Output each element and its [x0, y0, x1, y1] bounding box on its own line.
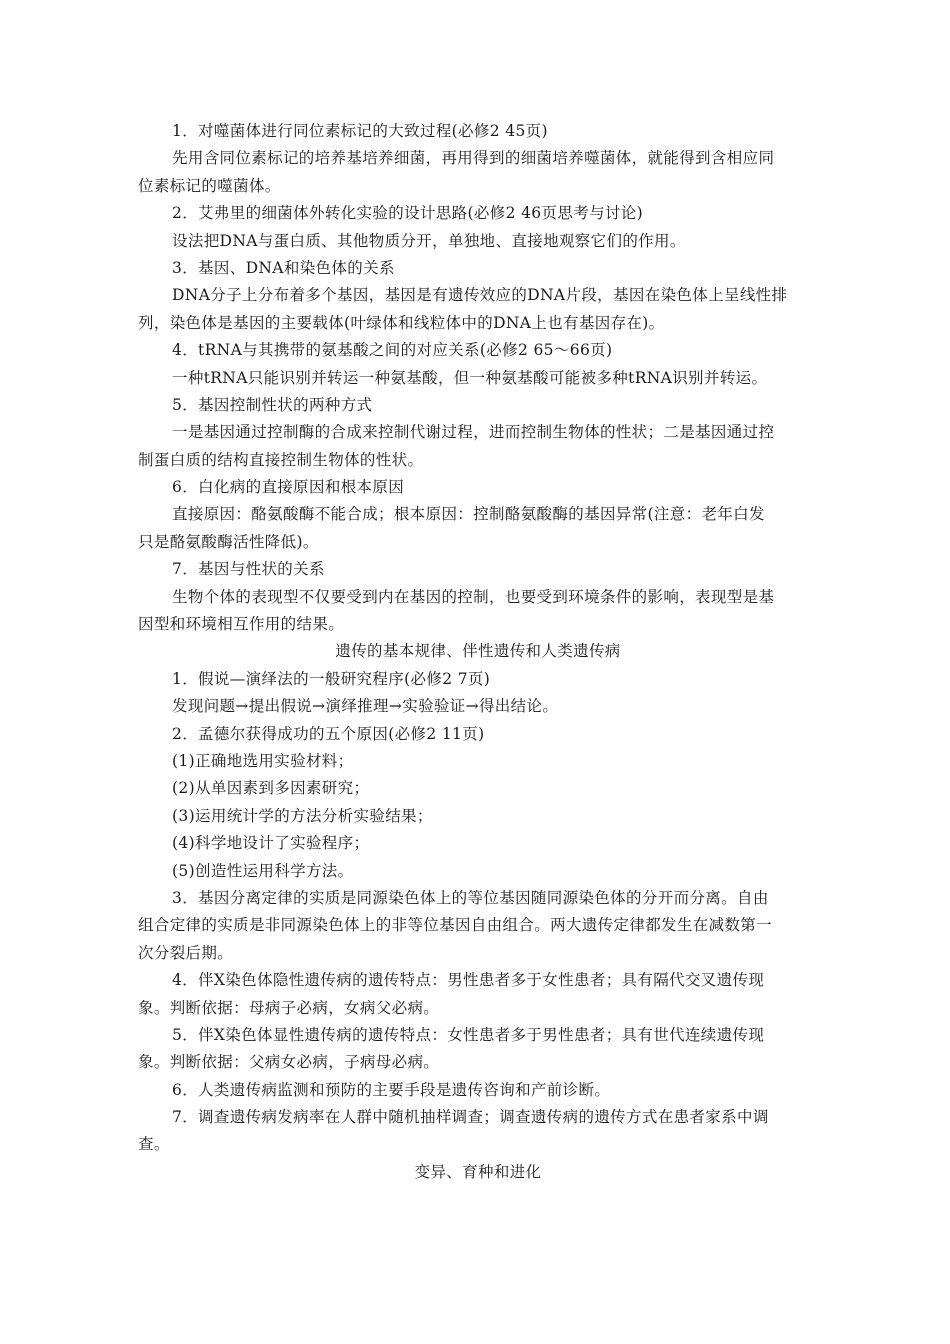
section-2-title: 遗传的基本规律、伴性遗传和人类遗传病 — [335, 642, 621, 661]
item-3-body-line-1: DNA分子上分布着多个基因，基因是有遗传效应的DNA片段，基因在染色体上呈线性排 — [172, 286, 788, 305]
section-3 — [138, 1159, 818, 1186]
section-2 — [138, 638, 818, 1158]
item-1-body-line-2: 位素标记的噬菌体。 — [138, 176, 281, 195]
s2-item-3-line-2: 组合定律的实质是非同源染色体上的非等位基因自由组合。两大遗传定律都发生在减数第一 — [138, 916, 773, 935]
s2-item-2-list-4: (4)科学地设计了实验程序； — [172, 834, 370, 853]
s2-item-4-line-2: 象。判断依据：母病子必病，女病父必病。 — [138, 998, 440, 1017]
item-4-body-line-1: 一种tRNA只能识别并转运一种氨基酸，但一种氨基酸可能被多种tRNA识别并转运。 — [172, 368, 768, 387]
item-2-heading: 2．艾弗里的细菌体外转化实验的设计思路(必修2 46页思考与讨论) — [172, 204, 644, 223]
item-5-body-line-1: 一是基因通过控制酶的合成来控制代谢过程，进而控制生物体的性状；二是基因通过控 — [172, 423, 775, 442]
s2-item-1-heading: 1．假说—演绎法的一般研究程序(必修2 7页) — [172, 669, 491, 688]
item-1-body-line-1: 先用含同位素标记的培养基培养细菌，再用得到的细菌培养噬菌体，就能得到含相应同 — [172, 149, 775, 168]
s2-item-1-body: 发现问题→提出假说→演绎推理→实验验证→得出结论。 — [172, 697, 559, 716]
item-1-heading: 1．对噬菌体进行同位素标记的大致过程(必修2 45页) — [172, 122, 548, 140]
item-3-body-line-2: 列，染色体是基因的主要载体(叶绿体和线粒体中的DNA上也有基因存在)。 — [138, 313, 665, 332]
s2-item-7-line-2: 查。 — [138, 1135, 170, 1154]
document-page — [138, 118, 818, 1186]
s2-item-4-line-1: 4．伴X染色体隐性遗传病的遗传特点：男性患者多于女性患者；具有隔代交叉遗传现 — [172, 971, 765, 990]
item-5-heading: 5．基因控制性状的两种方式 — [172, 395, 373, 414]
item-4-heading: 4．tRNA与其携带的氨基酸之间的对应关系(必修2 65～66页) — [172, 341, 613, 360]
item-3-heading: 3．基因、DNA和染色体的关系 — [172, 258, 395, 277]
s2-item-3-line-3: 次分裂后期。 — [138, 943, 234, 962]
item-6-body-line-1: 直接原因：酪氨酸酶不能合成；根本原因：控制酪氨酸酶的基因异常(注意：老年白发 — [172, 505, 765, 524]
item-6-body-line-2: 只是酪氨酸酶活性降低)。 — [138, 532, 319, 551]
item-6-heading: 6．白化病的直接原因和根本原因 — [172, 478, 405, 497]
section-3-title: 变异、育种和进化 — [414, 1162, 542, 1181]
s2-item-5-line-1: 5．伴X染色体显性遗传病的遗传特点：女性患者多于男性患者；具有世代连续遗传现 — [172, 1025, 765, 1044]
s2-item-2-list-2: (2)从单因素到多因素研究； — [172, 779, 370, 798]
item-5-body-line-2: 制蛋白质的结构直接控制生物体的性状。 — [138, 450, 424, 469]
s2-item-2-list-3: (3)运用统计学的方法分析实验结果； — [172, 806, 433, 825]
s2-item-2-heading: 2．孟德尔获得成功的五个原因(必修2 11页) — [172, 724, 485, 743]
s2-item-2-list-1: (1)正确地选用实验材料； — [172, 751, 354, 770]
s2-item-6-line-1: 6．人类遗传病监测和预防的主要手段是遗传咨询和产前诊断。 — [172, 1080, 611, 1099]
s2-item-3-line-1: 3．基因分离定律的实质是同源染色体上的等位基因随同源染色体的分开而分离。自由 — [172, 888, 769, 907]
item-7-body-line-2: 因型和环境相互作用的结果。 — [138, 615, 345, 634]
s2-item-5-line-2: 象。判断依据：父病女必病，子病母必病。 — [138, 1053, 440, 1072]
section-1 — [138, 118, 818, 638]
s2-item-2-list-5: (5)创造性运用科学方法。 — [172, 861, 354, 880]
item-7-body-line-1: 生物个体的表现型不仅要受到内在基因的控制，也要受到环境条件的影响，表现型是基 — [172, 587, 775, 606]
item-2-body-line-1: 设法把DNA与蛋白质、其他物质分开，单独地、直接地观察它们的作用。 — [172, 231, 686, 250]
item-7-heading: 7．基因与性状的关系 — [172, 560, 325, 579]
s2-item-7-line-1: 7．调查遗传病发病率在人群中随机抽样调查；调查遗传病的遗传方式在患者家系中调 — [172, 1108, 769, 1127]
